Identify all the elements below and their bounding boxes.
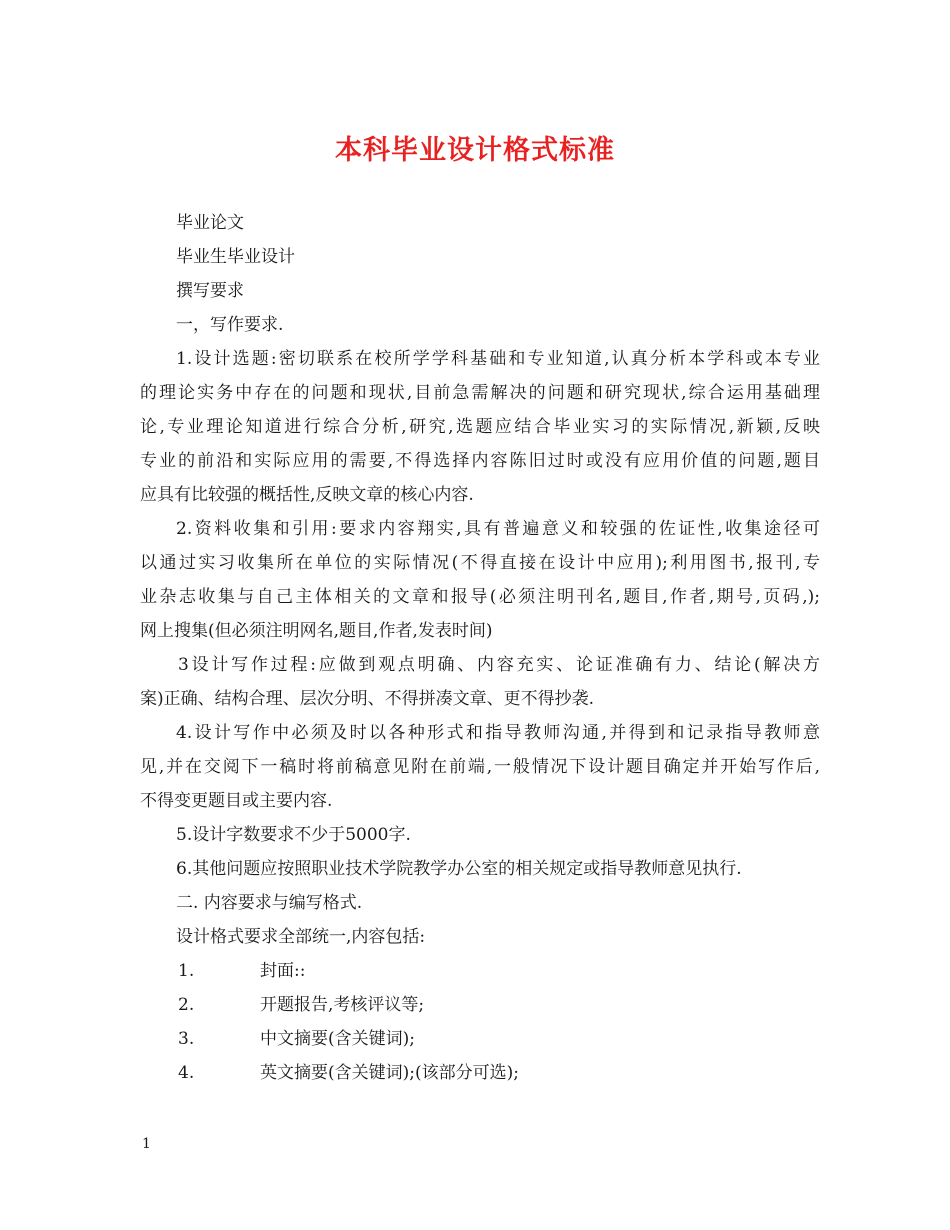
paragraph-1-line-1: 1.设计选题:密切联系在校所学学科基础和专业知道,认真分析本学科或本专业 [176,349,820,369]
list-item-number: 3. [178,1029,195,1049]
paragraph-2-line-4: 网上搜集(但必须注明网名,题目,作者,发表时间) [140,621,493,641]
list-item-number: 4. [178,1063,195,1083]
paragraph-3-line-2: 案)正确、结构合理、层次分明、不得拼凑文章、更不得抄袭. [140,689,595,709]
page-number: 1 [142,1136,151,1152]
list-item [140,1022,820,1056]
list-item-text: 中文摘要(含关键词); [260,1029,415,1049]
paragraph-4-line-1: 4.设计写作中必须及时以各种形式和指导教师沟通,并得到和记录指导教师意 [176,723,820,743]
paragraph-1-line-2: 的理论实务中存在的问题和现状,目前急需解决的问题和研究现状,综合运用基础理 [140,383,820,403]
paragraph-2-line-2: 以通过实习收集所在单位的实际情况(不得直接在设计中应用);利用图书,报刊,专 [140,553,820,573]
heading-line-thesis: 毕业论文 [176,213,244,233]
paragraph-1-line-5: 应具有比较强的概括性,反映文章的核心内容. [140,485,474,505]
paragraph-1-line-3: 论,专业理论知道进行综合分析,研究,选题应结合毕业实习的实际情况,新颖,反映 [140,417,820,437]
document-body [140,206,820,1090]
paragraph-4-line-3: 不得变更题目或主要内容. [140,791,333,811]
paragraph-2-line-1: 2.资料收集和引用:要求内容翔实,具有普遍意义和较强的佐证性,收集途径可 [176,519,820,539]
list-item-text: 英文摘要(含关键词);(该部分可选); [260,1063,519,1083]
list-item-number: 1. [178,961,195,981]
paragraph-5: 5.设计字数要求不少于5000字. [176,825,411,845]
section-heading-2: 二. 内容要求与编写格式. [176,893,363,913]
list-item [140,1056,820,1090]
paragraph-4-line-2: 见,并在交阅下一稿时将前稿意见附在前端,一般情况下设计题目确定并开始写作后, [140,757,820,777]
list-item-number: 2. [178,995,195,1015]
paragraph-2-line-3: 业杂志收集与自己主体相关的文章和报导(必须注明刊名,题目,作者,期号,页码,); [140,587,820,607]
page-title: 本科毕业设计格式标准 [335,135,615,166]
list-item-text: 封面:: [260,961,306,981]
list-item-text: 开题报告,考核评议等; [260,995,425,1015]
paragraph-1-line-4: 专业的前沿和实际应用的需要,不得选择内容陈旧过时或没有应用价值的问题,题目 [140,451,820,471]
heading-line-requirements: 撰写要求 [176,281,244,301]
section-heading-1: 一，写作要求. [176,315,284,335]
list-item [140,988,820,1022]
heading-line-design: 毕业生毕业设计 [176,247,295,267]
paragraph-3-line-1: 3设计写作过程:应做到观点明确、内容充实、论证准确有力、结论(解决方 [178,655,820,675]
paragraph-6: 6.其他问题应按照职业技术学院教学办公室的相关规定或指导教师意见执行. [176,859,742,879]
list-item [140,954,820,988]
section-2-intro: 设计格式要求全部统一,内容包括: [176,927,426,947]
